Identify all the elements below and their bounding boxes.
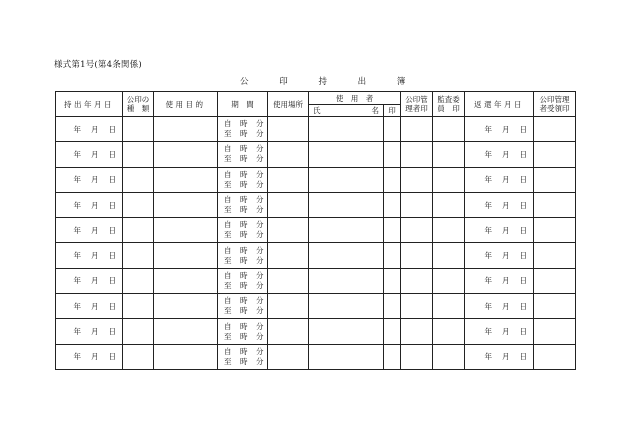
return-date-cell[interactable]: 年 月 日 [465, 319, 534, 344]
document-title [240, 75, 433, 87]
takeout-date-cell[interactable]: 年 月 日 [56, 142, 123, 167]
seal-manager-cell[interactable] [401, 294, 433, 319]
user-seal-cell[interactable] [384, 117, 401, 142]
table-row [56, 167, 576, 192]
takeout-date-cell[interactable]: 年 月 日 [56, 319, 123, 344]
return-date-cell[interactable]: 年 月 日 [465, 294, 534, 319]
period-cell[interactable]: 自 時 分 至 時 分 [218, 268, 268, 293]
receipt-seal-cell[interactable] [534, 192, 576, 217]
return-date-cell[interactable]: 年 月 日 [465, 117, 534, 142]
header-purpose: 使用目的 [154, 92, 218, 117]
seal-type-cell[interactable] [123, 243, 154, 268]
period-cell[interactable]: 自 時 分 至 時 分 [218, 218, 268, 243]
return-date-cell[interactable]: 年 月 日 [465, 218, 534, 243]
user-seal-cell[interactable] [384, 218, 401, 243]
seal-type-cell[interactable] [123, 167, 154, 192]
takeout-date-cell[interactable]: 年 月 日 [56, 344, 123, 369]
seal-manager-cell[interactable] [401, 167, 433, 192]
header-return-date: 返還年月日 [465, 92, 534, 117]
table-row [56, 344, 576, 369]
seal-manager-cell[interactable] [401, 344, 433, 369]
user-seal-cell[interactable] [384, 192, 401, 217]
auditor-seal-cell[interactable] [433, 167, 465, 192]
period-cell[interactable]: 自 時 分 至 時 分 [218, 243, 268, 268]
place-cell[interactable] [268, 268, 309, 293]
purpose-cell[interactable] [154, 268, 218, 293]
place-cell[interactable] [268, 294, 309, 319]
purpose-cell[interactable] [154, 243, 218, 268]
user-name-cell[interactable] [309, 167, 384, 192]
purpose-cell[interactable] [154, 117, 218, 142]
place-cell[interactable] [268, 344, 309, 369]
auditor-seal-cell[interactable] [433, 142, 465, 167]
takeout-date-cell[interactable]: 年 月 日 [56, 167, 123, 192]
title-char: 印 [279, 77, 288, 87]
purpose-cell[interactable] [154, 142, 218, 167]
user-name-cell[interactable] [309, 243, 384, 268]
title-char: 簿 [396, 77, 406, 87]
table-row [56, 294, 576, 319]
receipt-seal-cell[interactable] [534, 142, 576, 167]
form-number-label: 様式第1号(第4条関係) [54, 60, 142, 70]
header-seal-manager: 公印管 理者印 [401, 92, 433, 117]
seal-type-cell[interactable] [123, 192, 154, 217]
return-date-cell[interactable]: 年 月 日 [465, 243, 534, 268]
receipt-seal-cell[interactable] [534, 294, 576, 319]
auditor-seal-cell[interactable] [433, 243, 465, 268]
seal-takeout-ledger-table [55, 91, 576, 370]
period-cell[interactable]: 自 時 分 至 時 分 [218, 142, 268, 167]
takeout-date-cell[interactable]: 年 月 日 [56, 294, 123, 319]
user-name-cell[interactable] [309, 319, 384, 344]
user-seal-cell[interactable] [384, 319, 401, 344]
purpose-cell[interactable] [154, 319, 218, 344]
receipt-seal-cell[interactable] [534, 167, 576, 192]
seal-type-cell[interactable] [123, 294, 154, 319]
purpose-cell[interactable] [154, 167, 218, 192]
place-cell[interactable] [268, 243, 309, 268]
title-char: 公 [240, 77, 249, 87]
header-user-seal: 印 [384, 105, 401, 117]
seal-manager-cell[interactable] [401, 117, 433, 142]
user-seal-cell[interactable] [384, 142, 401, 167]
user-seal-cell[interactable] [384, 294, 401, 319]
place-cell[interactable] [268, 142, 309, 167]
user-seal-cell[interactable] [384, 167, 401, 192]
place-cell[interactable] [268, 319, 309, 344]
auditor-seal-cell[interactable] [433, 192, 465, 217]
table-row [56, 117, 576, 142]
user-seal-cell[interactable] [384, 243, 401, 268]
return-date-cell[interactable]: 年 月 日 [465, 268, 534, 293]
period-cell[interactable]: 自 時 分 至 時 分 [218, 117, 268, 142]
seal-manager-cell[interactable] [401, 192, 433, 217]
table-row [56, 268, 576, 293]
user-name-cell[interactable] [309, 218, 384, 243]
seal-manager-cell[interactable] [401, 243, 433, 268]
header-place: 使用場所 [268, 92, 309, 117]
place-cell[interactable] [268, 167, 309, 192]
user-name-cell[interactable] [309, 268, 384, 293]
table-row [56, 142, 576, 167]
seal-manager-cell[interactable] [401, 319, 433, 344]
header-seal-type: 公印の 種 類 [123, 92, 154, 117]
user-seal-cell[interactable] [384, 268, 401, 293]
return-date-cell[interactable]: 年 月 日 [465, 167, 534, 192]
auditor-seal-cell[interactable] [433, 294, 465, 319]
purpose-cell[interactable] [154, 192, 218, 217]
seal-type-cell[interactable] [123, 268, 154, 293]
user-seal-cell[interactable] [384, 344, 401, 369]
return-date-cell[interactable]: 年 月 日 [465, 192, 534, 217]
receipt-seal-cell[interactable] [534, 117, 576, 142]
header-user: 使 用 者 [309, 92, 401, 105]
period-cell[interactable]: 自 時 分 至 時 分 [218, 344, 268, 369]
seal-manager-cell[interactable] [401, 268, 433, 293]
purpose-cell[interactable] [154, 294, 218, 319]
takeout-date-cell[interactable]: 年 月 日 [56, 117, 123, 142]
receipt-seal-cell[interactable] [534, 319, 576, 344]
seal-type-cell[interactable] [123, 319, 154, 344]
place-cell[interactable] [268, 192, 309, 217]
auditor-seal-cell[interactable] [433, 319, 465, 344]
auditor-seal-cell[interactable] [433, 218, 465, 243]
seal-type-cell[interactable] [123, 117, 154, 142]
place-cell[interactable] [268, 218, 309, 243]
table-row [56, 243, 576, 268]
user-name-cell[interactable] [309, 192, 384, 217]
receipt-seal-cell[interactable] [534, 243, 576, 268]
table-row [56, 218, 576, 243]
period-cell[interactable]: 自 時 分 至 時 分 [218, 192, 268, 217]
user-name-cell[interactable] [309, 344, 384, 369]
header-user-name: 氏 名 [309, 105, 384, 117]
purpose-cell[interactable] [154, 218, 218, 243]
seal-type-cell[interactable] [123, 344, 154, 369]
header-auditor: 監査委 員 印 [433, 92, 465, 117]
purpose-cell[interactable] [154, 344, 218, 369]
user-name-cell[interactable] [309, 117, 384, 142]
period-cell[interactable]: 自 時 分 至 時 分 [218, 319, 268, 344]
auditor-seal-cell[interactable] [433, 117, 465, 142]
seal-manager-cell[interactable] [401, 142, 433, 167]
period-cell[interactable]: 自 時 分 至 時 分 [218, 167, 268, 192]
seal-type-cell[interactable] [123, 218, 154, 243]
ledger-body [56, 117, 576, 370]
title-char: 持 [318, 77, 327, 87]
user-name-cell[interactable] [309, 142, 384, 167]
receipt-seal-cell[interactable] [534, 268, 576, 293]
auditor-seal-cell[interactable] [433, 268, 465, 293]
takeout-date-cell[interactable]: 年 月 日 [56, 218, 123, 243]
receipt-seal-cell[interactable] [534, 218, 576, 243]
title-char: 出 [357, 77, 367, 87]
return-date-cell[interactable]: 年 月 日 [465, 142, 534, 167]
header-receipt-seal: 公印管理 者受領印 [534, 92, 576, 117]
receipt-seal-cell[interactable] [534, 344, 576, 369]
seal-manager-cell[interactable] [401, 218, 433, 243]
seal-type-cell[interactable] [123, 142, 154, 167]
table-row [56, 319, 576, 344]
period-cell[interactable]: 自 時 分 至 時 分 [218, 294, 268, 319]
takeout-date-cell[interactable]: 年 月 日 [56, 243, 123, 268]
header-takeout-date: 持出年月日 [56, 92, 123, 117]
table-row [56, 192, 576, 217]
return-date-cell[interactable]: 年 月 日 [465, 344, 534, 369]
auditor-seal-cell[interactable] [433, 344, 465, 369]
user-name-cell[interactable] [309, 294, 384, 319]
header-period: 期 間 [218, 92, 268, 117]
takeout-date-cell[interactable]: 年 月 日 [56, 268, 123, 293]
takeout-date-cell[interactable]: 年 月 日 [56, 192, 123, 217]
place-cell[interactable] [268, 117, 309, 142]
